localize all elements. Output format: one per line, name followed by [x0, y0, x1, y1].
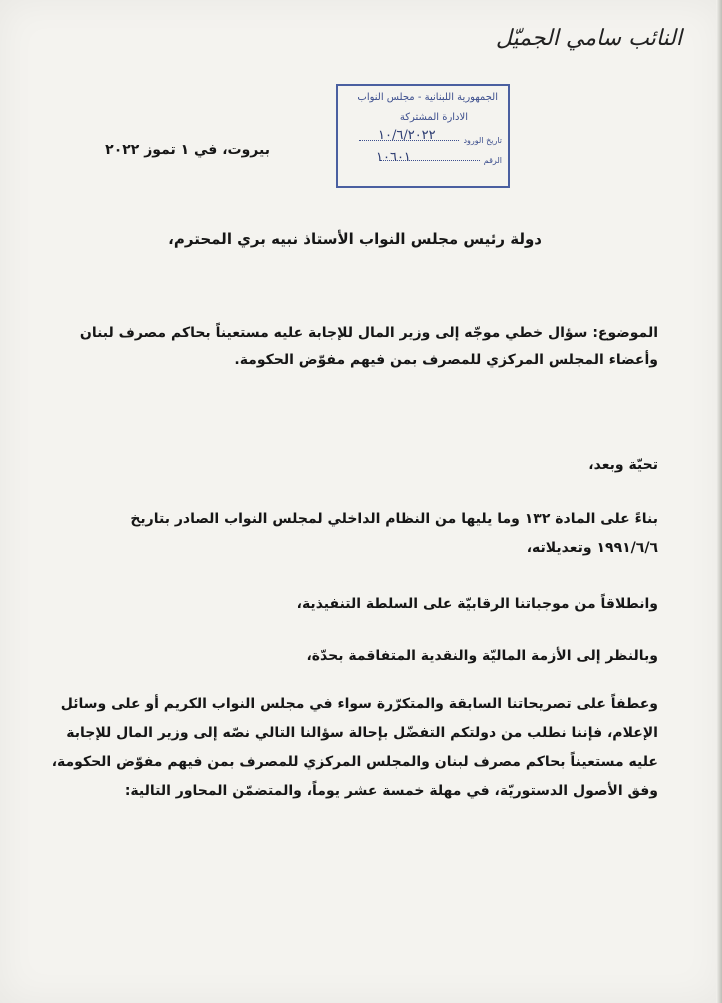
paragraph-line: ١٩٩١/٦/٦ وتعديلاته، [526, 540, 658, 556]
greeting: تحيّة وبعد، [588, 457, 658, 473]
letterhead-signature: النائب سامي الجميّل [495, 26, 682, 51]
paragraph-crisis [306, 642, 658, 671]
paragraph-request [52, 690, 658, 806]
stamp-number-label: الرقم [483, 156, 502, 165]
stamp-handwritten-date: ١٠/٦/٢٠٢٢ [378, 128, 436, 143]
stamp-header: الجمهورية اللبنانية - مجلس النواب [357, 92, 498, 103]
paragraph-line: بناءً على المادة ١٣٢ وما يليها من النظام الداخلي لمجلس النواب الصادر بتاريخ [130, 511, 658, 527]
stamp-date-label: تاريخ الورود [463, 136, 502, 145]
parliament-received-stamp [336, 84, 510, 188]
paragraph-line: وانطلاقاً من موجباتنا الرقابيّة على السلطة التنفيذية، [296, 596, 658, 612]
paragraph-oversight [297, 590, 658, 619]
paragraph-line: وعطفاً على تصريحاتنا السابقة والمتكرّرة سواء في مجلس النواب الكريم أو على وسائل [60, 696, 658, 712]
subject-line-1: الموضوع: سؤال خطي موجّه إلى وزير المال للإجابة عليه مستعيناً بحاكم مصرف لبنان [79, 325, 658, 341]
paragraph-line: عليه مستعيناً بحاكم مصرف لبنان والمجلس المركزي للمصرف بمن فيهم مفوّض الحكومة، [51, 754, 658, 770]
paragraph-legal-basis [130, 505, 658, 563]
addressee: دولة رئيس مجلس النواب الأستاذ نبيه بري المحترم، [168, 230, 542, 248]
stamp-handwritten-number: ١٠٦٠١ [376, 150, 411, 165]
paragraph-line: الإعلام، فإننا نطلب من دولتكم التفضّل بإحالة سؤالنا التالي نصّه إلى وزير المال للإجابة [66, 725, 658, 741]
subject-block [80, 320, 658, 374]
place-and-date: بيروت، في ١ تموز ٢٠٢٢ [105, 142, 270, 158]
stamp-department: الادارة المشتركة [399, 112, 468, 123]
page-edge-shadow [716, 0, 722, 1003]
paragraph-line: وبالنظر إلى الأزمة الماليّة والنقدية المتفاقمة بحدّة، [306, 648, 658, 664]
paragraph-line: وفق الأصول الدستوريّة، في مهلة خمسة عشر يوماً، والمتضمّن المحاور التالية: [124, 783, 658, 799]
subject-line-2: وأعضاء المجلس المركزي للمصرف بمن فيهم مفوّض الحكومة. [234, 352, 658, 368]
